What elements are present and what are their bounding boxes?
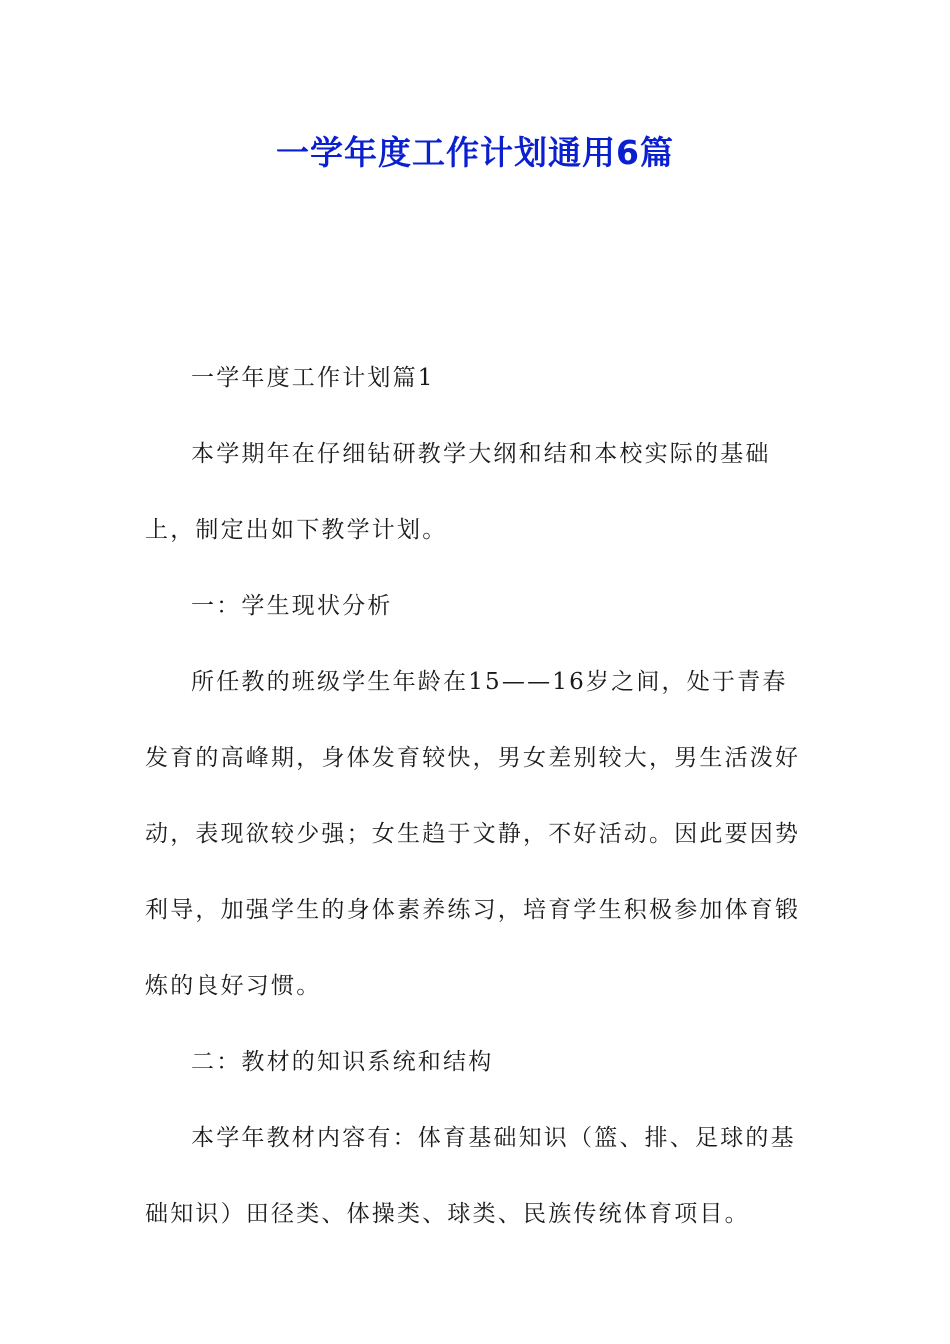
document-body: [145, 340, 807, 1252]
student-analysis-paragraph: 所任教的班级学生年龄在15——16岁之间，处于青春发育的高峰期，身体发育较快，男女差别较大，男生活泼好动，表现欲较少强；女生趋于文静，不好活动。因此要因势利导，加强学生的身体素养练习，培育学生积极参加体育锻炼的良好习惯。: [145, 669, 801, 999]
section-heading-student-analysis: 一：学生现状分析: [191, 593, 393, 619]
section-heading-textbook-structure: 二：教材的知识系统和结构: [191, 1049, 494, 1075]
textbook-content-paragraph: 本学年教材内容有：体育基础知识（篮、排、足球的基础知识）田径类、体操类、球类、民族传统体育项目。: [145, 1125, 796, 1227]
intro-paragraph: 本学期年在仔细钻研教学大纲和结和本校实际的基础上，制定出如下教学计划。: [145, 441, 771, 543]
section-heading-part-1: 一学年度工作计划篇1: [191, 365, 435, 391]
document-title: 一学年度工作计划通用6篇: [276, 133, 674, 172]
